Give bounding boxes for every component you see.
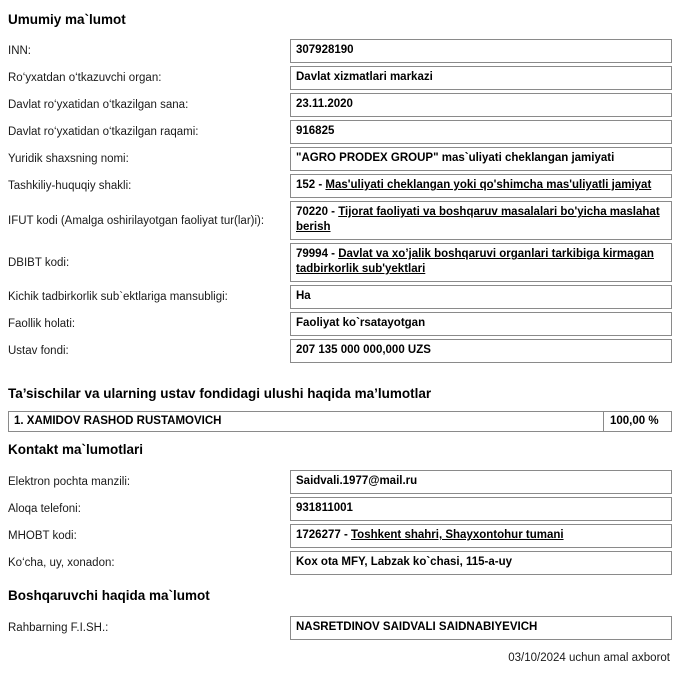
info-value-box: [290, 120, 672, 144]
info-row-label: Faollik holati:: [8, 318, 76, 330]
info-row: [8, 312, 672, 336]
info-value-text: Ha: [296, 290, 311, 302]
info-row: [8, 174, 672, 198]
founder-share: 100,00 %: [604, 411, 672, 432]
info-row-label: Ko‘cha, uy, xonadon:: [8, 557, 115, 569]
info-row-value-cell: [290, 93, 672, 117]
info-value-text: Faoliyat ko`rsatayotgan: [296, 317, 426, 329]
founders-title: Ta’sischilar va ularning ustav fondidagi ulushi haqida ma’lumotlar: [8, 386, 432, 401]
info-row-label: Davlat ro‘yxatidan o‘tkazilgan sana:: [8, 99, 189, 111]
info-row-label: Tashkiliy-huquqiy shakli:: [8, 180, 132, 192]
info-row-label: DBIBT kodi:: [8, 256, 70, 269]
info-value-box: [290, 174, 672, 198]
info-row-value-cell: [290, 470, 672, 494]
info-value-box: [290, 524, 672, 548]
info-row-label: Yuridik shaxsning nomi:: [8, 153, 129, 165]
info-value-box: [290, 312, 672, 336]
info-value-box: [290, 497, 672, 521]
info-row-value-cell: [290, 39, 672, 63]
general-info-body: [8, 39, 672, 363]
info-row-label: MHOBT kodi:: [8, 530, 77, 542]
founder-name: 1. XAMIDOV RASHOD RUSTAMOVICH: [8, 411, 604, 432]
info-value-text: Saidvali.1977@mail.ru: [296, 475, 418, 487]
info-value-text: 931811001: [296, 502, 353, 514]
info-row-value-cell: [290, 497, 672, 521]
info-row-value-cell: [290, 174, 672, 198]
info-value-box: [290, 551, 672, 575]
info-row: [8, 551, 672, 575]
info-value-box: [290, 39, 672, 63]
general-info-table: [8, 36, 672, 366]
info-value-box: [290, 243, 672, 282]
info-row-value-cell: [290, 285, 672, 309]
info-value-text: Tijorat faoliyati va boshqaruv masalalari bo'yicha maslahat berish: [296, 206, 660, 233]
info-row-label: Ro‘yxatdan o‘tkazuvchi organ:: [8, 72, 162, 84]
info-row-value-cell: [290, 312, 672, 336]
info-value-text: Kox ota MFY, Labzak ko`chasi, 115-a-uy: [296, 556, 513, 568]
info-row-value-cell: [290, 616, 672, 640]
info-value-text: Toshkent shahri, Shayxontohur tumani: [351, 529, 564, 541]
info-value-box: [290, 616, 672, 640]
info-value-text: 916825: [296, 125, 335, 137]
manager-body: [8, 616, 672, 640]
info-row-value-cell: [290, 524, 672, 548]
manager-title: Boshqaruvchi haqida ma`lumot: [8, 588, 210, 603]
info-value-text: NASRETDINOV SAIDVALI SAIDNABIYEVICH: [296, 621, 538, 633]
contacts-title: Kontakt ma`lumotlari: [8, 442, 144, 457]
info-row-value-cell: [290, 66, 672, 90]
info-value-text: 23.11.2020: [296, 98, 353, 110]
info-value-prefix: 1726277 -: [296, 529, 351, 541]
info-row-value-cell: [290, 243, 672, 282]
info-value-text: Davlat va xo’jalik boshqaruvi organlari tarkibiga kirmagan tadbirkorlik sub'yektlari: [296, 248, 654, 275]
info-row: [8, 339, 672, 363]
footer-note: 03/10/2024 uchun amal axborot: [508, 652, 670, 664]
info-row: [8, 243, 672, 282]
info-row: [8, 93, 672, 117]
info-row: [8, 120, 672, 144]
info-row-value-cell: [290, 201, 672, 240]
info-value-text: Davlat xizmatlari markazi: [296, 71, 433, 83]
info-value-box: [290, 66, 672, 90]
info-row-value-cell: [290, 339, 672, 363]
info-row-label: Elektron pochta manzili:: [8, 476, 131, 488]
info-row-label: INN:: [8, 45, 31, 57]
info-value-box: [290, 93, 672, 117]
info-value-text: 307928190: [296, 44, 354, 56]
info-row-value-cell: [290, 120, 672, 144]
info-row: [8, 497, 672, 521]
info-value-box: [290, 339, 672, 363]
info-row-label: Aloqa telefoni:: [8, 503, 81, 515]
info-value-box: [290, 147, 672, 171]
info-row-value-cell: [290, 147, 672, 171]
info-value-prefix: 79994 -: [296, 248, 339, 260]
founders-list: [8, 411, 672, 432]
contacts-table: [8, 467, 672, 578]
info-value-box: [290, 201, 672, 240]
info-value-box: [290, 285, 672, 309]
info-row: [8, 147, 672, 171]
info-row: [8, 39, 672, 63]
info-row-label: Ustav fondi:: [8, 345, 69, 357]
info-row: [8, 201, 672, 240]
info-row-label: Rahbarning F.I.SH.:: [8, 622, 109, 634]
info-value-box: [290, 470, 672, 494]
info-row: [8, 285, 672, 309]
manager-table: [8, 613, 672, 643]
info-row: [8, 616, 672, 640]
info-row-label: IFUT kodi (Amalga oshirilayotgan faoliyat tur(lar)i):: [8, 214, 265, 227]
general-info-title: Umumiy ma`lumot: [8, 12, 126, 27]
info-row: [8, 470, 672, 494]
info-row: [8, 524, 672, 548]
info-value-prefix: 152 -: [296, 179, 326, 191]
founder-row: [8, 411, 672, 432]
info-value-text: "AGRO PRODEX GROUP" mas`uliyati cheklangan jamiyati: [296, 152, 615, 164]
info-value-prefix: 70220 -: [296, 206, 339, 218]
info-value-text: 207 135 000 000,000 UZS: [296, 344, 431, 356]
info-row: [8, 66, 672, 90]
info-row-value-cell: [290, 551, 672, 575]
contacts-body: [8, 470, 672, 575]
info-row-label: Davlat ro‘yxatidan o‘tkazilgan raqami:: [8, 126, 199, 138]
info-row-label: Kichik tadbirkorlik sub`ektlariga mansubligi:: [8, 291, 228, 303]
info-value-text: Mas'uliyati cheklangan yoki qo'shimcha mas'uliyatli jamiyat: [325, 179, 652, 191]
